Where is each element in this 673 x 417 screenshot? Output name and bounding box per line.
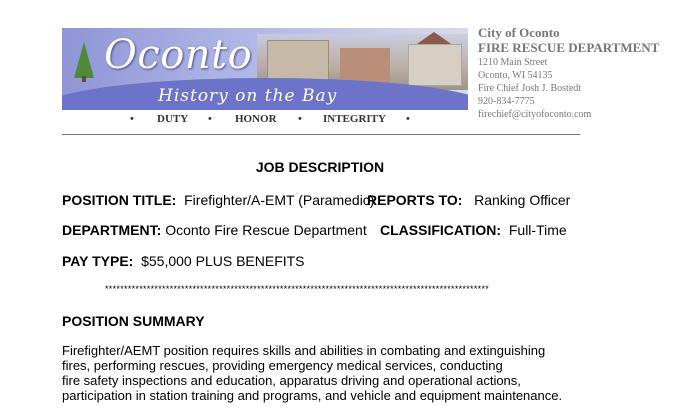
- department-row: [62, 222, 367, 238]
- value-honor: HONOR: [235, 113, 277, 125]
- reports-to-value: Ranking Officer: [474, 192, 571, 208]
- bullet: •: [298, 113, 302, 125]
- department-value: Oconto Fire Rescue Department: [165, 222, 367, 238]
- reports-to-row: [367, 192, 570, 208]
- contact-chief: Fire Chief Josh J. Bostedt: [478, 83, 582, 94]
- pay-type-row: [62, 253, 305, 269]
- summary-line: Firefighter/AEMT position requires skills and abilities in combating and extinguishing: [62, 343, 546, 358]
- pay-type-value: $55,000 PLUS BENEFITS: [141, 253, 305, 269]
- contact-phone: 920-834-7775: [478, 96, 535, 107]
- values-row: [62, 113, 468, 129]
- document-heading: JOB DESCRIPTION: [255, 159, 385, 175]
- contact-block: [478, 25, 659, 121]
- contact-email[interactable]: firechief@cityofoconto.com: [478, 109, 592, 120]
- position-title-row: [62, 192, 374, 208]
- summary-line: participation in station training and programs, and vehicle and equipment maintenance.: [62, 388, 563, 403]
- banner-building-image: [340, 48, 390, 84]
- department-label: DEPARTMENT:: [62, 222, 162, 238]
- contact-city: City of Oconto: [478, 25, 560, 40]
- position-summary-heading: [62, 313, 205, 329]
- banner-church-image: [408, 44, 462, 86]
- summary-line: fire safety inspections and education, apparatus driving and operational actions,: [62, 373, 521, 388]
- summary-heading-text: POSITION SUMMARY: [62, 313, 205, 329]
- tree-trunk: [82, 76, 86, 82]
- bullet: •: [406, 113, 410, 125]
- banner-tagline: History on the Bay: [158, 86, 338, 106]
- position-summary-text: [62, 343, 582, 403]
- value-duty: DUTY: [157, 113, 189, 125]
- contact-department: FIRE RESCUE DEPARTMENT: [478, 40, 660, 55]
- position-title-label: POSITION TITLE:: [62, 192, 177, 208]
- value-integrity: INTEGRITY: [323, 113, 386, 125]
- classification-row: [380, 222, 567, 238]
- oconto-logo-text: Oconto: [104, 32, 253, 78]
- separator-line: *****************************************************************************************************: [105, 284, 490, 294]
- reports-to-label: REPORTS TO:: [367, 192, 463, 208]
- position-title-value: Firefighter/A-EMT (Paramedic): [184, 192, 375, 208]
- header-divider: [62, 134, 580, 135]
- contact-address-line-1: 1210 Main Street: [478, 57, 548, 68]
- pay-type-label: PAY TYPE:: [62, 253, 134, 269]
- classification-value: Full-Time: [508, 222, 567, 238]
- header-banner: [62, 28, 468, 110]
- tree-icon: [74, 42, 94, 78]
- bullet: •: [208, 113, 212, 125]
- contact-address-line-2: Oconto, WI 54135: [478, 70, 553, 81]
- summary-line: fires, performing rescues, providing emergency medical services, conducting: [62, 358, 503, 373]
- bullet: •: [130, 113, 134, 125]
- classification-label: CLASSIFICATION:: [380, 222, 502, 238]
